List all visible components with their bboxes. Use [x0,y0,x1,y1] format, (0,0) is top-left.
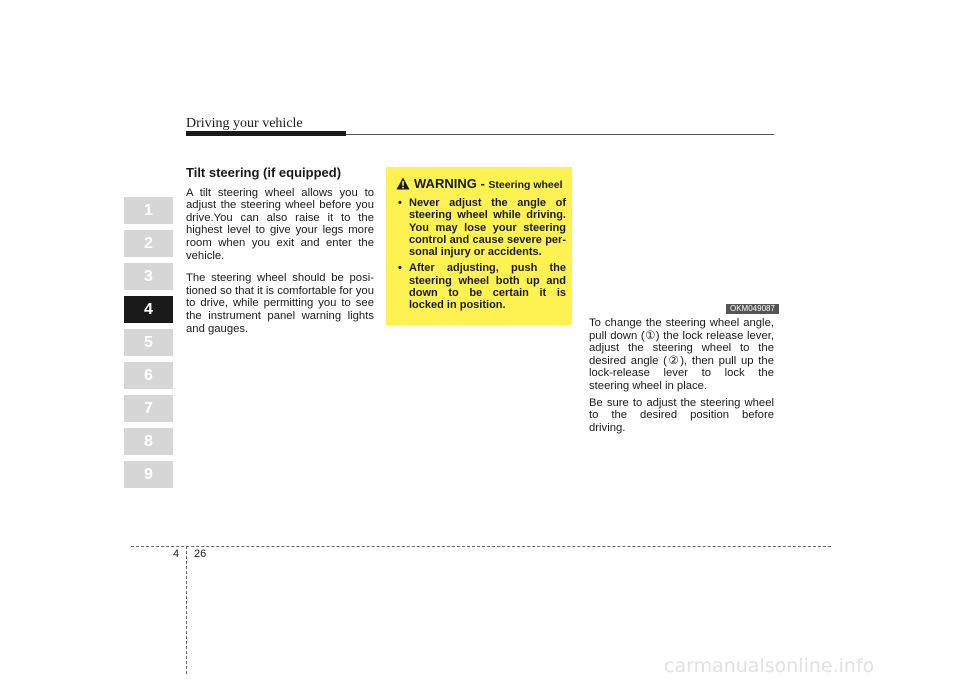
warning-title: WARNING - [414,176,489,191]
header-rule-thick [186,131,346,136]
right-column [589,317,774,434]
section-heading: Tilt steering (if equipped) [186,165,342,180]
warning-header [396,175,566,193]
warning-triangle-icon [396,177,410,190]
position-paragraph: The steering wheel should be posi-tioned so that it is comfortable for you to drive, while permitting you to see the instrument panel warning lights and gauges. [186,272,374,335]
chapter-tab-3[interactable]: 3 [124,263,173,290]
left-column [186,167,374,335]
chapter-tab-5[interactable]: 5 [124,329,173,356]
page-number: 26 [194,548,207,560]
warning-item: • Never adjust the angle of steering wheel while driving. You may lose your steering control and cause severe per-sonal injury or accidents. [396,197,566,258]
footer-vertical-rule [186,546,187,674]
warning-box [386,167,572,325]
chapter-tab-6[interactable]: 6 [124,362,173,389]
chapter-tab-9[interactable]: 9 [124,461,173,488]
header-rule-thin [346,134,774,135]
watermark: carmanualsonline.info [664,655,875,677]
intro-paragraph: A tilt steering wheel allows you to adjust the steering wheel before you drive.You can also raise it to the highest level to give your legs more room when you exit and enter the vehicle. [186,186,374,262]
chapter-tab-7[interactable]: 7 [124,395,173,422]
chapter-tab-4[interactable]: 4 [124,296,173,323]
figure-code-label: OKM049087 [726,304,779,314]
warning-item: • After adjusting, push the steering wheel both up and down to be certain it is locked in position. [396,262,566,311]
chapter-tab-8[interactable]: 8 [124,428,173,455]
adjust-instructions: To change the steering wheel angle, pull down (①) the lock release lever, adjust the steering wheel to the desired angle (②), then pull up the lock-release lever to lock the steering wheel in place. [589,317,774,392]
running-header: Driving your vehicle [186,116,303,131]
chapter-tab-1[interactable]: 1 [124,197,173,224]
warning-subtitle: Steering wheel [488,179,563,191]
page-chapter-number: 4 [173,548,180,560]
chapter-tab-2[interactable]: 2 [124,230,173,257]
footer-rule [131,546,831,547]
warning-list [396,197,566,312]
adjust-note: Be sure to adjust the steering wheel to the desired position before driving. [589,396,774,434]
